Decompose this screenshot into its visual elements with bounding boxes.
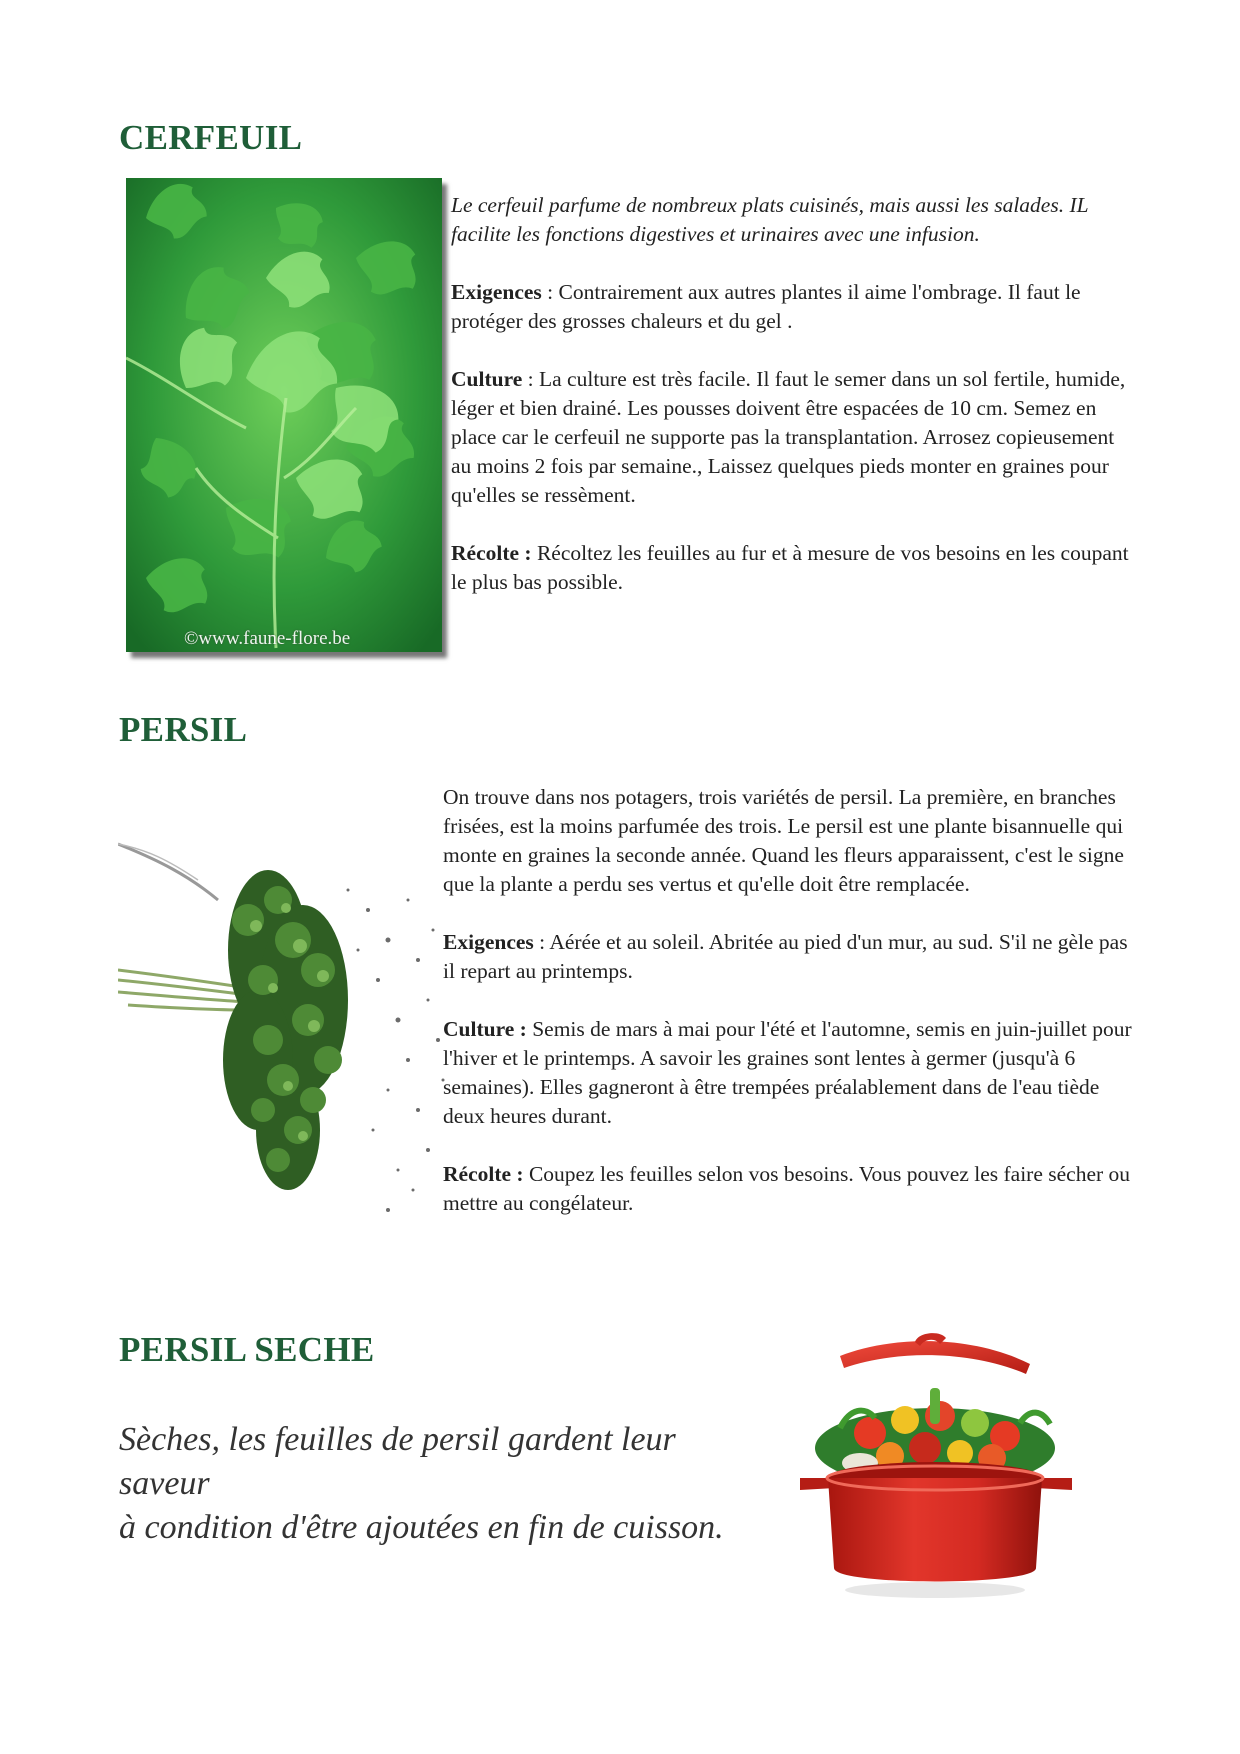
exigences-label: Exigences [443,930,534,954]
persil-seche-line-2: à condition d'être ajoutées en fin de cuisson. [119,1509,724,1546]
persil-photo [118,830,448,1230]
recolte-text: Récoltez les feuilles au fur et à mesure de vos besoins en les coupant le plus bas possible. [451,541,1129,594]
persil-recolte [443,1160,1133,1218]
persil-culture [443,1015,1133,1131]
culture-label: Culture [451,367,523,391]
exigences-text: : Contrairement aux autres plantes il aime l'ombrage. Il faut le protéger des grosses chaleurs et du gel . [451,280,1081,333]
cooking-pot-image [780,1328,1090,1608]
cerfeuil-heading: CERFEUIL [119,118,303,157]
persil-exigences [443,928,1133,986]
exigences-text: : Aérée et au soleil. Abritée au pied d'un mur, au sud. S'il ne gèle pas il repart au printemps. [443,930,1128,983]
vegetable-pot-photo [780,1328,1090,1608]
persil-heading: PERSIL [119,710,248,749]
chervil-leaves-image [126,178,442,652]
persil-seche-line-1: Sèches, les feuilles de persil gardent leur saveur [119,1421,676,1502]
recolte-text: Coupez les feuilles selon vos besoins. Vous pouvez les faire sécher ou mettre au congélateur. [443,1162,1131,1215]
persil-intro: On trouve dans nos potagers, trois variétés de persil. La première, en branches frisées, est la moins parfumée des trois. Le persil est une plante bisannuelle qui monte en graines la seconde année. Quand les fleurs apparaissent, c'est le signe que la plante a perdu ses vertus et qu'elle doit être remplacée. [443,785,1124,896]
recolte-label: Récolte : [451,541,532,565]
exigences-label: Exigences [451,280,542,304]
cerfeuil-culture [451,365,1131,510]
culture-text: : La culture est très facile. Il faut le semer dans un sol fertile, humide, léger et bien drainé. Les pousses doivent être espacées de 10 cm. Semez en place car le cerfeuil ne supporte pas la transplantation. Arrosez copieusement au moins 2 fois par semaine., Laissez quelques pieds monter en graines pour qu'elles se ressèment. [451,367,1126,507]
cerfeuil-text [451,191,1131,626]
culture-text: Semis de mars à mai pour l'été et l'automne, semis en juin-juillet pour l'hiver et le printemps. A savoir les graines sont lentes à germer (jusqu'à 6 semaines). Elles gagneront à être trempées préalablement dans de l'eau tiède deux heures durant. [443,1017,1132,1128]
parsley-bunch-image [118,830,448,1230]
cerfeuil-photo [126,178,442,652]
cerfeuil-recolte [451,539,1131,597]
cerfeuil-exigences [451,278,1131,336]
persil-seche-text [119,1418,769,1550]
persil-text [443,783,1133,1247]
recolte-label: Récolte : [443,1162,524,1186]
photo-credit: ©www.faune-flore.be [184,628,351,649]
cerfeuil-intro: Le cerfeuil parfume de nombreux plats cuisinés, mais aussi les salades. IL facilite les fonctions digestives et urinaires avec une infusion. [451,193,1089,246]
culture-label: Culture : [443,1017,527,1041]
persil-seche-heading: PERSIL SECHE [119,1330,375,1369]
